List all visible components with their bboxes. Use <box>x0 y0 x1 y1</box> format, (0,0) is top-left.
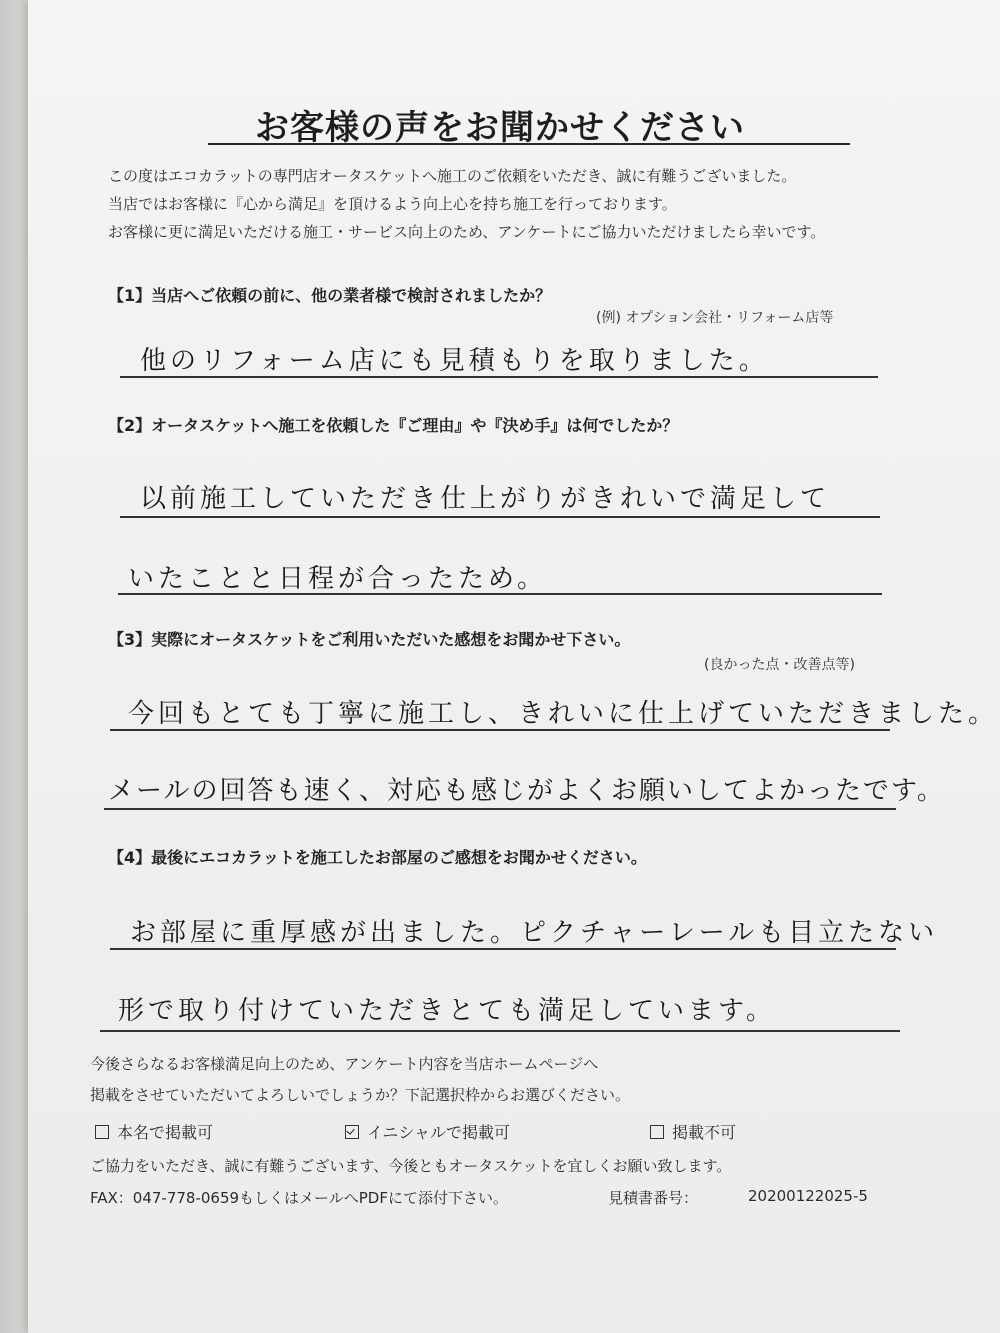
option-label: 本名で掲載可 <box>117 1123 214 1142</box>
checkbox-icon[interactable] <box>650 1125 664 1139</box>
intro-line-1: この度はエコカラットの専門店オータスケットへ施工のご依頼をいただき、誠に有難うございました。 <box>108 167 797 185</box>
question-1-label: 【1】当店へご依頼の前に、他の業者様で検討されましたか？ <box>108 286 552 305</box>
answer-4-line-1: お部屋に重厚感が出ました。ピクチャーレールも目立たない <box>130 918 939 948</box>
answer-rule <box>120 376 878 378</box>
answer-3-line-2: メールの回答も速く、対応も感じがよくお願いしてよかったです。 <box>108 776 945 806</box>
option-label: 掲載不可 <box>672 1123 737 1142</box>
answer-rule <box>120 516 880 518</box>
question-1-note: (例) オプション会社・リフォーム店等 <box>596 310 834 326</box>
option-initials[interactable] <box>345 1120 510 1143</box>
answer-rule <box>118 593 882 595</box>
intro-line-3: お客様に更に満足いただける施工・サービス向上のため、アンケートにご協力いただけましたら幸いです。 <box>108 223 826 241</box>
answer-2-line-1: 以前施工していただき仕上がりがきれいで満足して <box>140 484 831 514</box>
checkbox-icon[interactable] <box>95 1125 109 1139</box>
answer-rule <box>104 808 896 810</box>
estimate-label: 見積書番号： <box>608 1189 699 1207</box>
answer-rule <box>110 729 890 731</box>
answer-2-line-2: いたことと日程が合ったため。 <box>128 564 547 594</box>
intro-line-2: 当店ではお客様に『心から満足』を頂けるよう向上心を持ち施工を行っております。 <box>108 195 677 213</box>
page-title: お客様の声をお聞かせください <box>255 108 745 148</box>
answer-rule <box>110 948 896 950</box>
answer-4-line-2: 形で取り付けていただきとても満足しています。 <box>118 996 776 1026</box>
answer-rule <box>100 1030 900 1032</box>
footer-thanks: ご協力をいただき、誠に有難うございます、今後ともオータスケットを宜しくお願い致します。 <box>90 1157 732 1175</box>
question-4-label: 【4】最後にエコカラットを施工したお部屋のご感想をお聞かせください。 <box>108 848 647 867</box>
question-2-label: 【2】オータスケットへ施工を依頼した『ご理由』や『決め手』は何でしたか？ <box>108 416 679 435</box>
fax-info: FAX：047-778-0659もしくはメールへPDFにて添付下さい。 <box>90 1189 508 1207</box>
option-real-name[interactable] <box>95 1120 213 1143</box>
question-3-label: 【3】実際にオータスケットをご利用いただいた感想をお聞かせ下さい。 <box>108 630 631 649</box>
title-underline <box>208 143 850 145</box>
answer-1-line-1: 他のリフォーム店にも見積もりを取りました。 <box>140 346 769 376</box>
answer-3-line-1: 今回もとても丁寧に施工し、きれいに仕上げていただきました。 <box>128 699 999 729</box>
footer-line-1: 今後さらなるお客様満足向上のため、アンケート内容を当店ホームページへ <box>90 1055 599 1073</box>
option-not-allowed[interactable] <box>650 1120 736 1143</box>
estimate-number: 20200122025-5 <box>748 1187 868 1205</box>
footer-line-2: 掲載をさせていただいてよろしいでしょうか？下記選択枠からお選びください。 <box>90 1086 631 1104</box>
question-3-note: (良かった点・改善点等) <box>704 657 855 673</box>
checked-checkbox-icon[interactable] <box>345 1125 359 1139</box>
option-label: イニシャルで掲載可 <box>367 1123 511 1142</box>
